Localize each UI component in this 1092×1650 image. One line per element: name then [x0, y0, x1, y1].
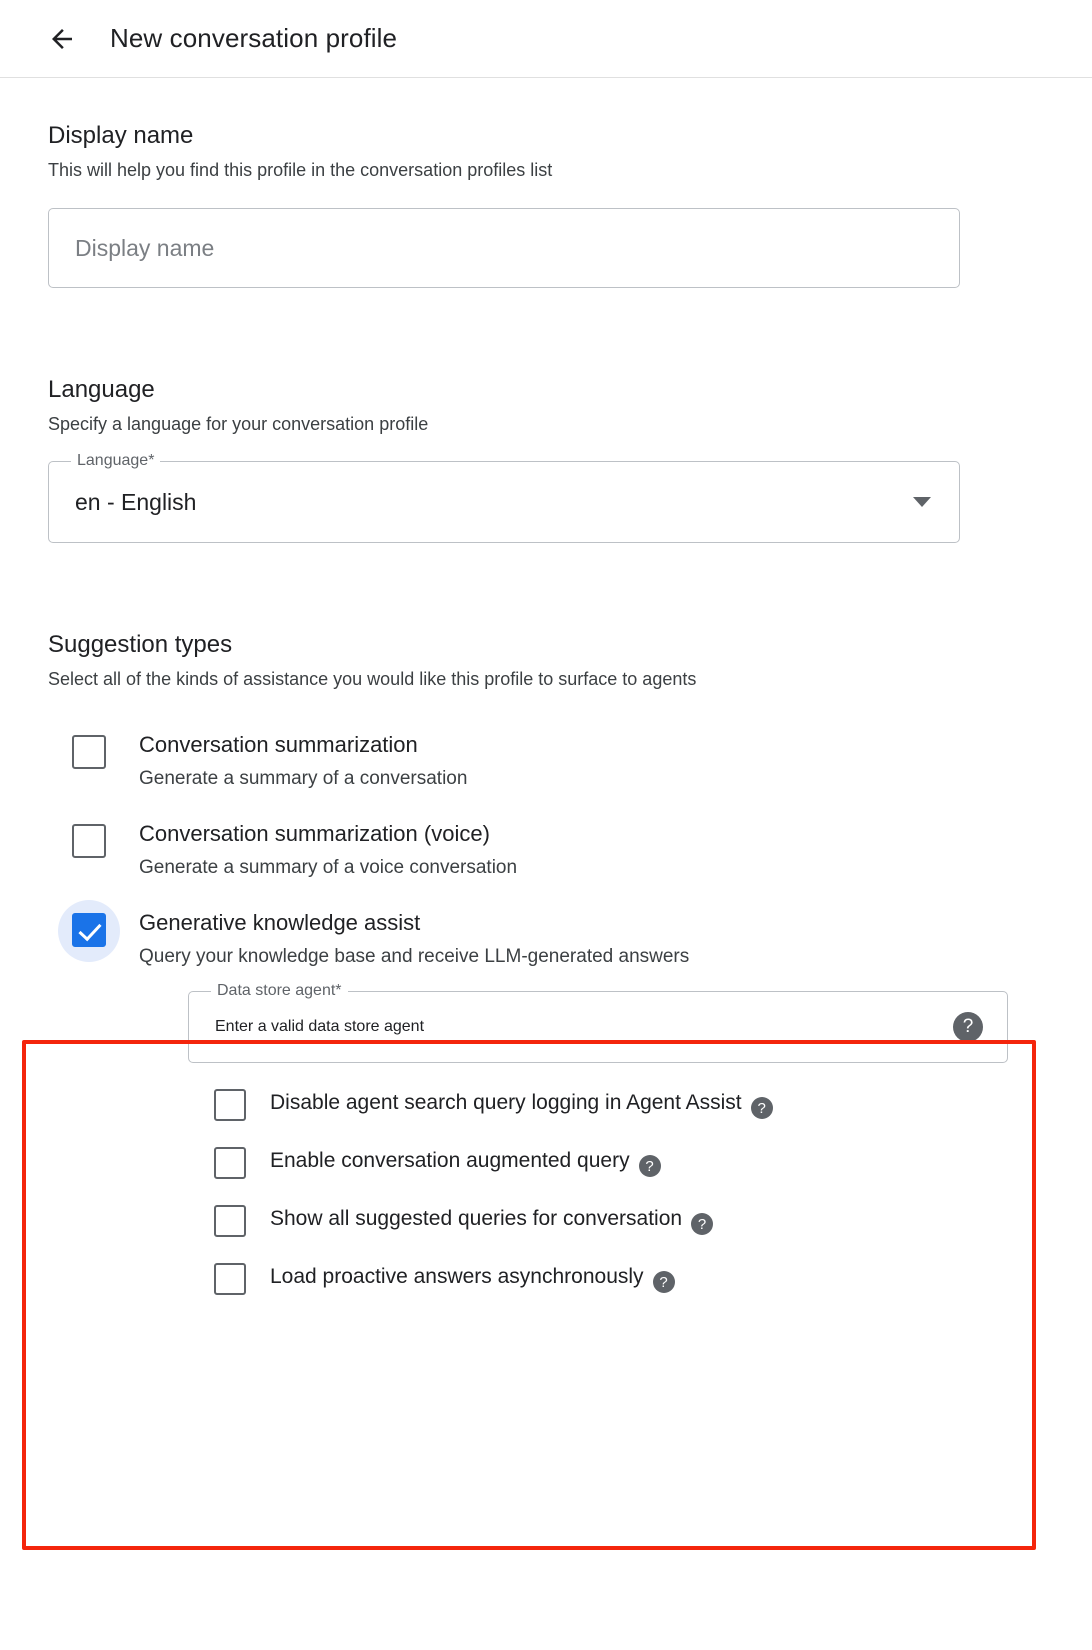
help-icon[interactable]: ? [751, 1097, 773, 1119]
display-name-heading: Display name [48, 122, 194, 149]
back-button[interactable] [40, 17, 84, 61]
suboption-disable-query-logging[interactable] [214, 1089, 1044, 1121]
language-description: Specify a language for your conversation profile [48, 414, 429, 434]
option-label: Conversation summarization [139, 732, 418, 757]
option-text [139, 821, 517, 880]
option-description: Generate a summary of a conversation [139, 768, 468, 789]
data-store-agent-placeholder: Enter a valid data store agent [215, 1018, 425, 1035]
suboption-label-wrap [270, 1149, 661, 1178]
suggestion-types-description: Select all of the kinds of assistance you would like this profile to surface to agents [48, 669, 697, 689]
suboption-label-wrap [270, 1091, 773, 1120]
page-header [0, 0, 1092, 78]
suboption-enable-augmented-query[interactable] [214, 1147, 1044, 1179]
suggestion-types-section [48, 543, 1044, 1295]
suboption-label: Enable conversation augmented query [270, 1148, 630, 1172]
data-store-agent-label: Data store agent* [211, 982, 348, 1000]
display-name-placeholder: Display name [75, 234, 215, 261]
help-icon[interactable]: ? [691, 1213, 713, 1235]
help-icon[interactable]: ? [953, 1012, 983, 1042]
checkbox-conversation-summarization-voice[interactable] [72, 824, 106, 858]
option-conversation-summarization-voice[interactable] [48, 821, 1044, 880]
option-generative-knowledge-assist[interactable] [48, 910, 1044, 969]
suboption-label: Disable agent search query logging in Agent Assist [270, 1090, 742, 1114]
option-description: Generate a summary of a voice conversation [139, 857, 518, 878]
page-title: New conversation profile [110, 23, 398, 53]
form-content [0, 78, 1092, 1295]
suboption-label: Show all suggested queries for conversation [270, 1206, 683, 1230]
option-label: Conversation summarization (voice) [139, 821, 490, 846]
suboption-label-wrap [270, 1265, 675, 1294]
help-icon[interactable]: ? [639, 1155, 661, 1177]
suboption-load-proactive-answers[interactable] [214, 1263, 1044, 1295]
checkbox-enable-augmented-query[interactable] [214, 1147, 246, 1179]
language-section [48, 288, 1044, 543]
display-name-input[interactable] [48, 208, 960, 288]
language-select[interactable] [48, 452, 960, 543]
checkbox-disable-query-logging[interactable] [214, 1089, 246, 1121]
suggestion-options-list [48, 732, 1044, 1295]
language-selected-value: en - English [75, 488, 197, 515]
checkbox-conversation-summarization[interactable] [72, 735, 106, 769]
display-name-description: This will help you find this profile in the conversation profiles list [48, 160, 553, 180]
checkbox-load-proactive-answers[interactable] [214, 1263, 246, 1295]
data-store-agent-input[interactable] [188, 982, 1008, 1063]
checkbox-show-all-suggested-queries[interactable] [214, 1205, 246, 1237]
option-conversation-summarization[interactable] [48, 732, 1044, 791]
language-heading: Language [48, 376, 155, 403]
arrow-left-icon [47, 24, 77, 54]
checkbox-generative-knowledge-assist[interactable] [72, 913, 106, 947]
option-text [139, 910, 689, 969]
help-icon[interactable]: ? [653, 1271, 675, 1293]
chevron-down-icon[interactable] [913, 497, 931, 507]
option-description: Query your knowledge base and receive LLM-generated answers [139, 946, 690, 967]
language-field-label: Language* [71, 452, 160, 470]
display-name-section [48, 78, 1044, 288]
suggestion-types-heading: Suggestion types [48, 631, 233, 658]
option-label: Generative knowledge assist [139, 910, 421, 935]
option-text [139, 732, 467, 791]
suboption-label: Load proactive answers asynchronously [270, 1264, 644, 1288]
suboption-label-wrap [270, 1207, 713, 1236]
suboption-show-all-suggested-queries[interactable] [214, 1205, 1044, 1237]
